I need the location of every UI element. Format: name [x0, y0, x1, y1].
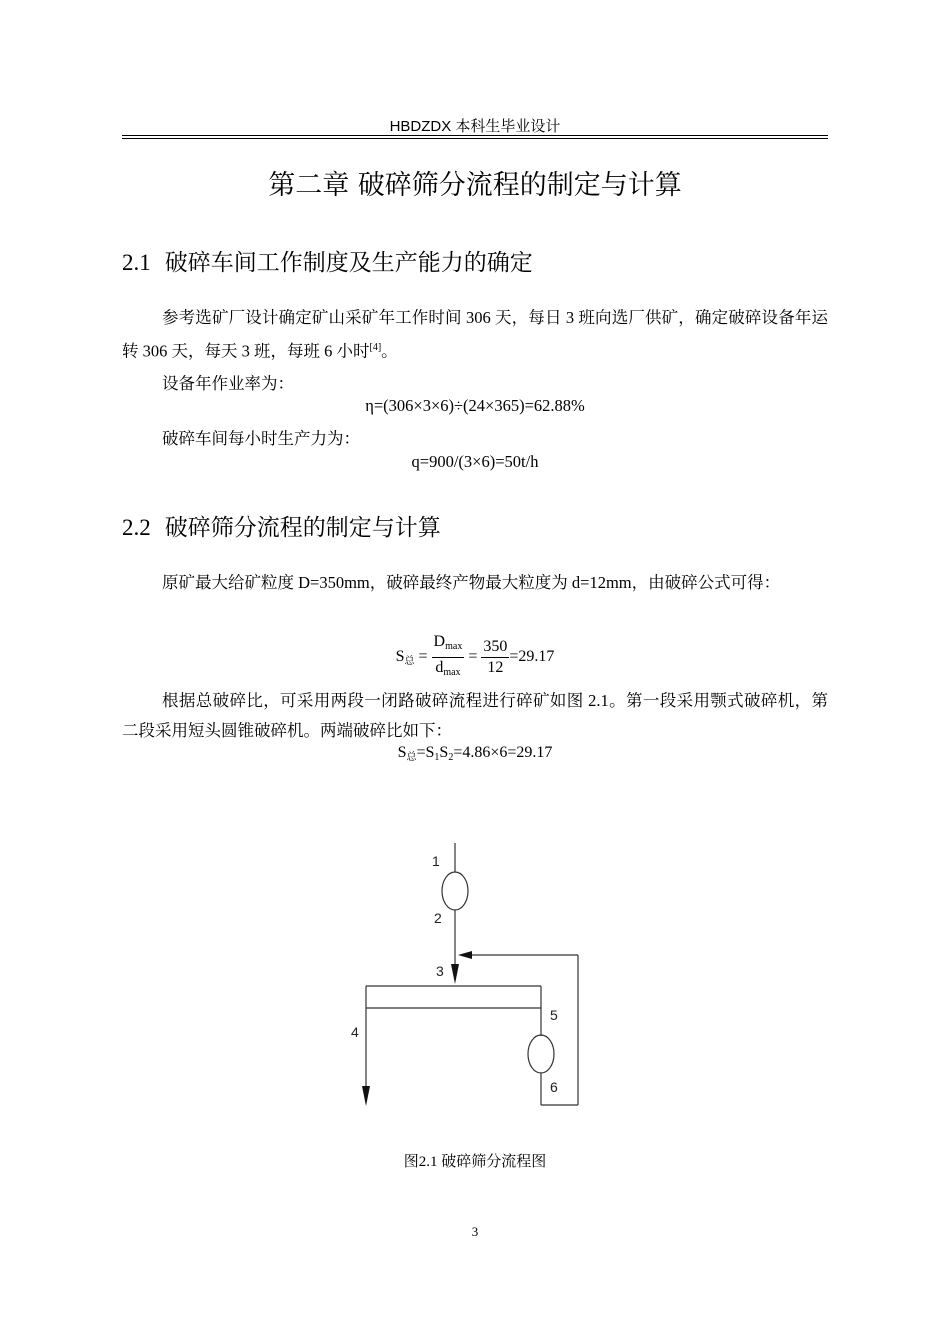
- formula-result: =29.17: [509, 648, 555, 666]
- paragraph-feed-size: 原矿最大给矿粒度 D=350mm，破碎最终产物最大粒度为 d=12mm，由破碎公式可得：: [162, 573, 781, 592]
- section-number: 2.1: [122, 250, 151, 275]
- arrow-down-product-icon: [362, 1086, 370, 1106]
- formula-symbol: S: [397, 744, 407, 761]
- section-title: 破碎筛分流程的制定与计算: [164, 515, 441, 541]
- numerator-value: 350: [481, 637, 509, 658]
- page-header: HBDZDX 本科生毕业设计: [389, 118, 561, 135]
- diagram-label-6: 6: [550, 1079, 558, 1095]
- arrow-left-icon: [458, 951, 472, 959]
- section-number: 2.2: [122, 515, 151, 540]
- formula-result: =4.86×6=29.17: [453, 744, 553, 761]
- figure-caption: 图2.1 破碎筛分流程图: [403, 1154, 547, 1170]
- formula-operating-rate: η=(306×3×6)÷(24×365)=62.88%: [365, 396, 585, 415]
- chapter-title: 第二章 破碎筛分流程的制定与计算: [268, 170, 682, 201]
- formula-equals: =: [468, 648, 478, 666]
- formula-symbol: S: [395, 648, 405, 666]
- paragraph-text: 参考选矿厂设计确定矿山采矿年工作时间 306 天，每日 3 班向选厂供矿，确定破碎设备年运转 306 天，每天 3 班，每班 6 小时: [122, 308, 828, 361]
- formula-equals: =: [416, 744, 426, 761]
- diagram-label-3: 3: [436, 963, 444, 979]
- crusher-2-icon: [528, 1035, 554, 1073]
- diagram-label-4: 4: [351, 1024, 359, 1040]
- formula-subscript: 总: [404, 656, 415, 668]
- crusher-1-icon: [442, 872, 468, 910]
- formula-s2-subscript: 2: [448, 752, 454, 763]
- paragraph-flowsheet: 根据总破碎比，可采用两段一闭路破碎流程进行碎矿如图 2.1。第一段采用颚式破碎机，第二段采用短头圆锥破碎机。两端破碎比如下：: [122, 691, 828, 740]
- citation-ref: [4]: [369, 342, 382, 353]
- paragraph-end: 。: [381, 341, 398, 361]
- label-hourly-capacity: 破碎车间每小时生产力为：: [162, 429, 360, 448]
- formula-equals: =: [418, 648, 428, 666]
- numerator: D: [433, 633, 446, 650]
- numerator-subscript: max: [445, 641, 463, 652]
- page-number: 3: [471, 1224, 479, 1239]
- denominator: d: [435, 659, 444, 676]
- formula-s2: S: [439, 744, 449, 761]
- diagram-label-5: 5: [550, 1007, 558, 1023]
- arrow-down-icon: [451, 964, 459, 984]
- formula-s1: S: [425, 744, 435, 761]
- denominator-value: 12: [487, 659, 504, 676]
- formula-hourly-capacity: q=900/(3×6)=50t/h: [411, 452, 539, 471]
- diagram-label-2: 2: [434, 910, 442, 926]
- denominator-subscript: max: [443, 667, 461, 678]
- formula-subscript: 总: [406, 752, 417, 763]
- section-title: 破碎车间工作制度及生产能力的确定: [164, 250, 533, 276]
- formula-s1-subscript: 1: [434, 752, 440, 763]
- label-operating-rate: 设备年作业率为：: [162, 374, 294, 393]
- diagram-label-1: 1: [432, 853, 440, 869]
